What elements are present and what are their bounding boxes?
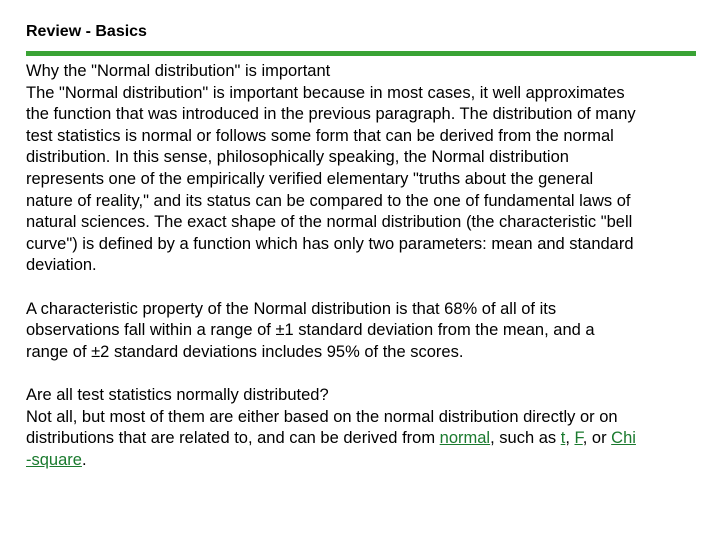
text-span: distributions that are related to, and can be derived from [26, 429, 440, 448]
paragraph-normal-importance [26, 61, 706, 277]
text-line: represents one of the empirically verified elementary "truths about the general [26, 169, 594, 188]
text-line: A characteristic property of the Normal distribution is that 68% of all of its [26, 299, 557, 318]
text-span: . [81, 450, 87, 469]
text-line: Why the "Normal distribution" is important [26, 62, 331, 80]
paragraph-test-statistics [26, 385, 706, 471]
text-line: natural sciences. The exact shape of the normal distribution (the characteristic "bell [26, 213, 633, 232]
text-line: distribution. In this sense, philosophically speaking, the Normal distribution [26, 148, 569, 167]
text-line: Are all test statistics normally distributed? [26, 385, 329, 404]
text-line: The "Normal distribution" is important because in most cases, it well approximates [26, 83, 625, 102]
paragraph-gap [26, 277, 706, 299]
text-span: , such as [490, 429, 561, 448]
link-t[interactable]: t [560, 429, 566, 448]
slide-content [26, 61, 706, 471]
slide-title: Review - Basics [26, 23, 147, 40]
link-normal[interactable]: normal [439, 429, 491, 448]
text-line: range of ±2 standard deviations includes 95% of the scores. [26, 342, 464, 361]
text-line-with-links [26, 428, 706, 450]
text-span: , [565, 429, 575, 448]
text-line: observations fall within a range of ±1 standard deviation from the mean, and a [26, 321, 595, 340]
title-divider [26, 51, 696, 56]
text-line: the function that was introduced in the previous paragraph. The distribution of many [26, 105, 636, 124]
text-line: test statistics is normal or follows some form that can be derived from the normal [26, 126, 614, 145]
paragraph-68-95 [26, 299, 706, 364]
text-line-with-links [26, 450, 706, 472]
text-line: deviation. [26, 256, 97, 275]
text-line: nature of reality," and its status can be compared to the one of fundamental laws of [26, 191, 631, 210]
text-line: curve") is defined by a function which has only two parameters: mean and standard [26, 234, 634, 253]
paragraph-gap [26, 363, 706, 385]
text-span: , or [582, 429, 612, 448]
text-line: Not all, but most of them are either based on the normal distribution directly or on [26, 407, 618, 426]
link-f[interactable]: F [574, 429, 583, 448]
link-chi-square[interactable]: Chi [611, 429, 636, 448]
link-chi-square-continued[interactable]: -square [26, 450, 82, 469]
